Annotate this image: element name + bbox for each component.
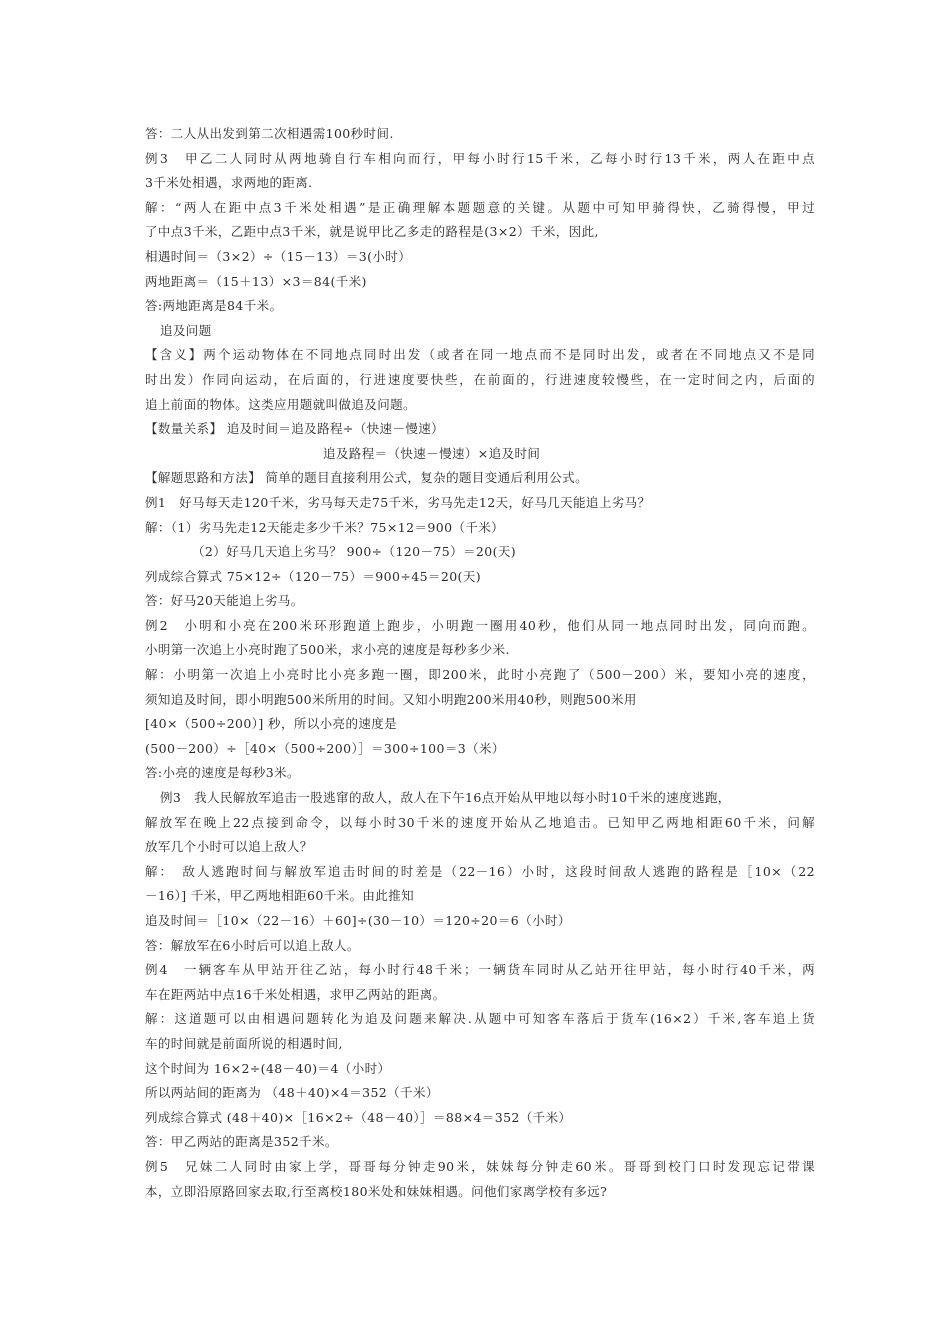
text-line: 时出发）作同向运动，在后面的，行进速度要快些，在前面的，行进速度较慢些，在一定时间之内，后面的 — [145, 371, 815, 387]
text-line: (500－200）÷［40×（500÷200）］＝300÷100＝3（米） — [145, 740, 505, 756]
text-line: 相遇时间＝（3×2）÷（15－13）＝3(小时） — [145, 248, 412, 264]
text-line: 3千米处相遇，求两地的距离. — [145, 175, 313, 191]
text-line: 答:两地距离是84千米。 — [145, 298, 283, 314]
text-line: 车在距两站中点16千米处相遇，求甲乙两站的距离。 — [145, 986, 446, 1002]
text-line: 答:小亮的速度是每秒3米。 — [145, 765, 300, 781]
text-line: 【数量关系】 追及时间＝追及路程÷（快速－慢速） — [145, 421, 445, 437]
text-line: 了中点3千米，乙距中点3千米，就是说甲比乙多走的路程是(3×2）千米，因此, — [145, 224, 599, 240]
text-line: 例3 甲乙二人同时从两地骑自行车相向而行，甲每小时行15千米，乙每小时行13千米，两人在距中点 — [145, 150, 815, 166]
text-line: 答：解放军在6小时后可以追上敌人。 — [145, 937, 360, 953]
text-line: 所以两站间的距离为 （48＋40)×4＝352（千米） — [145, 1085, 439, 1101]
text-line: －16）] 千米，甲乙两地相距60千米。由此推知 — [145, 888, 415, 904]
text-line: 两地距离＝（15＋13）×3＝84(千米) — [145, 273, 367, 289]
text-line: 列成综合算式 75×12÷（120－75）＝900÷45＝20(天) — [145, 568, 481, 584]
text-line: 解：“两人在距中点3千米处相遇”是正确理解本题题意的关键。从题中可知甲骑得快，乙骑得慢，甲过 — [145, 199, 815, 215]
text-line: 例1 好马每天走120千米，劣马每天走75千米，劣马先走12天，好马几天能追上劣马？ — [145, 494, 651, 510]
text-line: 解：（1）劣马先走12天能走多少千米？75×12＝900（千米） — [145, 519, 505, 535]
text-line: 解： 敌人逃跑时间与解放军追击时间的时差是（22－16）小时，这段时间敌人逃跑的路程是［10×（22 — [145, 863, 815, 879]
document-body — [145, 122, 815, 1204]
text-line: 这个时间为 16×2÷(48－40)＝4（小时） — [145, 1060, 391, 1076]
text-line: 须知追及时间，即小明跑500米所用的时间。又知小明跑200米用40秒，则跑500米用 — [145, 691, 637, 707]
text-line: 车的时间就是前面所说的相遇时间, — [145, 1035, 343, 1051]
text-line: 追及路程＝（快速－慢速）×追及时间 — [323, 445, 541, 461]
text-line: 答：二人从出发到第二次相遇需100秒时间. — [145, 126, 394, 141]
text-line: 答：好马20天能追上劣马。 — [145, 593, 304, 609]
text-line: 解：这道题可以由相遇问题转化为追及问题来解决.从题中可知客车落后于货车(16×2）千米,客车追上货 — [145, 1011, 815, 1027]
text-line: 例2 小明和小亮在200米环形跑道上跑步，小明跑一圈用40秒，他们从同一地点同时出发，同向而跑。 — [145, 617, 815, 633]
text-line: 追上前面的物体。这类应用题就叫做追及问题。 — [145, 396, 416, 412]
text-line: 【含义】两个运动物体在不同地点同时出发（或者在同一地点而不是同时出发，或者在不同地点又不是同 — [145, 347, 815, 363]
text-line: 答：甲乙两站的距离是352千米。 — [145, 1134, 338, 1150]
text-line: 【解题思路和方法】 简单的题目直接利用公式，复杂的题目变通后利用公式。 — [145, 470, 588, 486]
text-line: 放军几个小时可以追上敌人？ — [145, 839, 313, 855]
text-line: 例4 一辆客车从甲站开往乙站，每小时行48千米；一辆货车同时从乙站开往甲站，每小时行40千米，两 — [145, 962, 815, 978]
text-line: 例5 兄妹二人同时由家上学，哥哥每分钟走90米，妹妹每分钟走60米。哥哥到校门口时发现忘记带课 — [145, 1158, 815, 1174]
text-line: [40×（500÷200）] 秒，所以小亮的速度是 — [145, 716, 398, 732]
text-line: 小明第一次追上小亮时跑了500米，求小亮的速度是每秒多少米. — [145, 642, 510, 658]
text-line: 追及问题 — [160, 322, 212, 338]
text-line: 解放军在晚上22点接到命令，以每小时30千米的速度开始从乙地追击。已知甲乙两地相距60千米，问解 — [145, 814, 815, 830]
text-line: 解：小明第一次追上小亮时比小亮多跑一圈，即200米，此时小亮跑了（500－200）米，要知小亮的速度， — [145, 667, 815, 683]
text-line: 例3 我人民解放军追击一股逃窜的敌人，敌人在下午16点开始从甲地以每小时10千米的速度逃跑， — [160, 790, 731, 806]
text-line: （2）好马几天追上劣马？ 900÷（120－75）＝20(天) — [192, 544, 517, 560]
text-line: 本，立即沿原路回家去取,行至离校180米处和妹妹相遇。问他们家离学校有多远? — [145, 1183, 608, 1199]
text-line: 列成综合算式 (48＋40)×［16×2÷（48－40）］＝88×4＝352（千米） — [145, 1109, 572, 1125]
text-line: 追及时间＝［10×（22－16）＋60]÷(30－10）＝120÷20＝6（小时） — [145, 913, 571, 928]
